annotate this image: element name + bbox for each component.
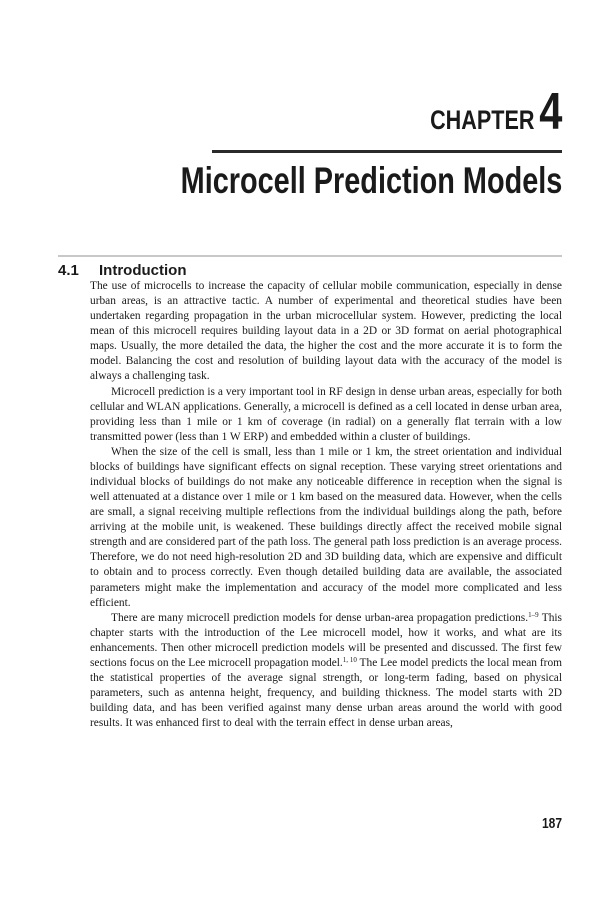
page-number: 187	[541, 815, 562, 832]
reference-superscript: 1, 10	[342, 655, 357, 664]
reference-superscript: 1–9	[528, 610, 539, 619]
paragraph: When the size of the cell is small, less than 1 mile or 1 km, the street orientation and individual blocks of buildings have significant effects on signal reception. These varying street orientations and individual blocks of buildings do not make any noticeable difference in reception when the signal is well attenuated at a distance over 1 mile or 1 km based on the measured data. However, when the cells are small, a signal receiving multiple reflections from the individual buildings along the path, before arriving at the mobile unit, is weakened. These buildings directly affect the received mobile signal strength and are considered part of the path loss. The general path loss prediction is an average process. Therefore, we do not need high-resolution 2D and 3D building data, which are expensive and difficult to obtain and to process correctly. Even though detailed building data are available, the associated parameters might make the implementation and accuracy of the model more complicated and less efficient.	[90, 445, 562, 609]
paragraph-text: The Lee model predicts the local mean from the statistical properties of the average signal strength, or long-term fading, based on physical parameters, such as antenna height, frequency, and building thickness. The model starts with 2D building data, and has been verified against many dense urban areas around the world with good results. It was enhanced first to deal with the terrain effect in dense urban areas,	[90, 656, 562, 730]
section-title: Introduction	[99, 262, 187, 279]
chapter-word: CHAPTER	[429, 105, 535, 135]
chapter-label	[430, 84, 562, 140]
paragraph: Microcell prediction is a very important tool in RF design in dense urban areas, especially for both cellular and WLAN applications. Generally, a microcell is defined as a cell located in dense urban area, providing less than 1 mile or 1 km of coverage (in radial) on a generally flat terrain with a low transmitted power (less than 1 W ERP) and embedded within a cluster of buildings.	[90, 385, 562, 443]
paragraph-text: This chapter starts with the introduction of the Lee microcell model, how it works, and what are its enhancements. Then other microcell prediction models will be presented and discussed. The first few sections focus on the Lee microcell propagation model.	[90, 611, 562, 669]
paragraph	[90, 611, 562, 732]
chapter-rule	[212, 150, 562, 153]
body-text	[90, 279, 562, 731]
chapter-title: Microcell Prediction Models	[180, 160, 562, 201]
section-number: 4.1	[58, 262, 79, 279]
section-heading	[58, 261, 186, 281]
paragraph-text: There are many microcell prediction models for dense urban-area propagation predictions.	[111, 611, 529, 624]
chapter-number: 4	[538, 83, 562, 141]
paragraph: The use of microcells to increase the capacity of cellular mobile communication, especially in dense urban areas, is an attractive tactic. A number of experimental and theoretical studies have been undertaken regarding propagation in the urban microcellular system. However, predicting the local mean of this microcell requires building layout data in a 2D or 3D format on aerial photographical maps. Usually, the more detailed the data, the higher the cost and the more accurate it is to form the model. Balancing the cost and resolution of building layout data with the accuracy of the model is always a challenging task.	[90, 280, 562, 383]
section-rule	[58, 255, 562, 257]
